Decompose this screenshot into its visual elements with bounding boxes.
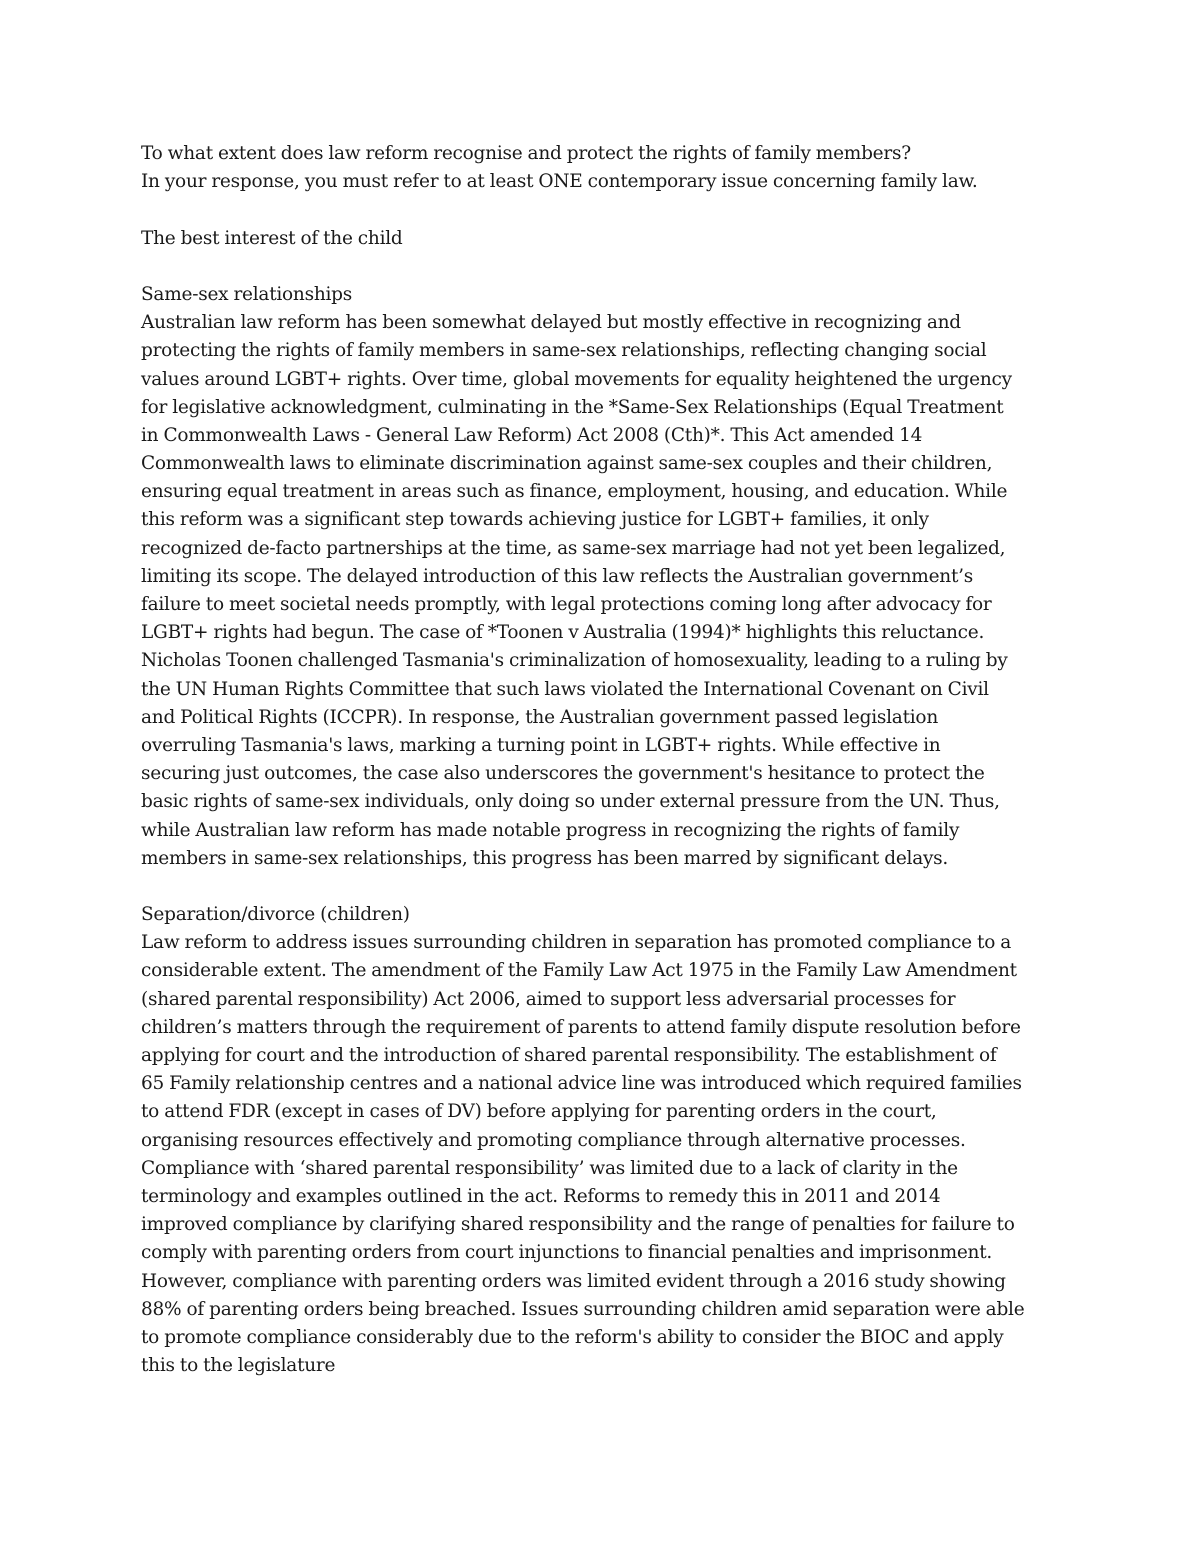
paragraph-line: considerable extent. The amendment of the Family Law Act 1975 in the Family Law Amendment bbox=[141, 960, 1017, 982]
paragraph-line: LGBT+ rights had begun. The case of *Toonen v Australia (1994)* highlights this reluctance. bbox=[141, 622, 985, 644]
paragraph-line: comply with parenting orders from court injunctions to financial penalties and imprisonment. bbox=[141, 1242, 993, 1264]
paragraph-line: for legislative acknowledgment, culminating in the *Same-Sex Relationships (Equal Treatment bbox=[141, 396, 1004, 418]
paragraph-line: (shared parental responsibility) Act 2006, aimed to support less adversarial processes for bbox=[141, 988, 956, 1010]
paragraph-line: limiting its scope. The delayed introduction of this law reflects the Australian government’s bbox=[141, 565, 974, 587]
paragraph-line: Compliance with ‘shared parental responsibility’ was limited due to a lack of clarity in the bbox=[141, 1157, 958, 1179]
paragraph-line: the UN Human Rights Committee that such laws violated the International Covenant on Civil bbox=[141, 678, 989, 700]
paragraph-line: recognized de-facto partnerships at the time, as same-sex marriage had not yet been legalized, bbox=[141, 537, 1006, 559]
blank-line bbox=[141, 196, 1071, 224]
paragraph-line: failure to meet societal needs promptly, with legal protections coming long after advocacy for bbox=[141, 594, 992, 615]
paragraph-line: Nicholas Toonen challenged Tasmania's criminalization of homosexuality, leading to a ruling by bbox=[141, 650, 1008, 672]
paragraph-line: in Commonwealth Laws - General Law Reform) Act 2008 (Cth)*. This Act amended 14 bbox=[141, 424, 923, 446]
paragraph-line: to attend FDR (except in cases of DV) before applying for parenting orders in the court, bbox=[141, 1101, 937, 1123]
paragraph-line: securing just outcomes, the case also underscores the government's hesitance to protect the bbox=[141, 763, 985, 785]
paragraph-line: ensuring equal treatment in areas such as finance, employment, housing, and education. While bbox=[141, 481, 1008, 503]
paragraph-line: Law reform to address issues surrounding children in separation has promoted compliance to a bbox=[141, 932, 1011, 954]
paragraph-line: protecting the rights of family members in same-sex relationships, reflecting changing social bbox=[141, 340, 987, 362]
paragraph-line: Commonwealth laws to eliminate discrimination against same-sex couples and their children, bbox=[141, 453, 993, 475]
question-line-1: To what extent does law reform recognise and protect the rights of family members? bbox=[141, 143, 911, 164]
blank-line bbox=[141, 253, 1071, 281]
document-body bbox=[141, 140, 1071, 1380]
question-line-2: In your response, you must refer to at least ONE contemporary issue concerning family law. bbox=[141, 171, 978, 193]
paragraph-line: while Australian law reform has made notable progress in recognizing the rights of family bbox=[141, 819, 960, 841]
paragraph-line: organising resources effectively and promoting compliance through alternative processes. bbox=[141, 1129, 966, 1151]
paragraph-line: this reform was a significant step towards achieving justice for LGBT+ families, it only bbox=[141, 509, 929, 531]
paragraph-line: to promote compliance considerably due to the reform's ability to consider the BIOC and apply bbox=[141, 1326, 1004, 1348]
paragraph-line: 65 Family relationship centres and a national advice line was introduced which required families bbox=[141, 1073, 1022, 1095]
paragraph-line: improved compliance by clarifying shared responsibility and the range of penalties for failure to bbox=[141, 1214, 1015, 1236]
paragraph-line: this to the legislature bbox=[141, 1355, 336, 1377]
paragraph-line: members in same-sex relationships, this progress has been marred by significant delays. bbox=[141, 847, 949, 869]
paragraph-line: Australian law reform has been somewhat delayed but mostly effective in recognizing and bbox=[141, 312, 961, 334]
paragraph-line: However, compliance with parenting orders was limited evident through a 2016 study showing bbox=[141, 1270, 1006, 1292]
paragraph-line: children’s matters through the requirement of parents to attend family dispute resolution before bbox=[141, 1016, 1021, 1038]
paragraph-line: 88% of parenting orders being breached. Issues surrounding children amid separation were able bbox=[141, 1298, 1025, 1320]
paragraph-line: values around LGBT+ rights. Over time, global movements for equality heightened the urgency bbox=[141, 368, 1012, 390]
paragraph-line: applying for court and the introduction of shared parental responsibility. The establishment of bbox=[141, 1045, 997, 1066]
section-heading-same-sex: Same-sex relationships bbox=[141, 283, 353, 305]
paragraph-separation bbox=[141, 929, 1071, 1380]
blank-line bbox=[141, 873, 1071, 901]
section-heading-separation: Separation/divorce (children) bbox=[141, 904, 410, 926]
paragraph-line: basic rights of same-sex individuals, only doing so under external pressure from the UN. Thus, bbox=[141, 791, 1000, 813]
subheading: The best interest of the child bbox=[141, 227, 403, 249]
paragraph-same-sex bbox=[141, 309, 1071, 873]
paragraph-line: terminology and examples outlined in the act. Reforms to remedy this in 2011 and 2014 bbox=[141, 1185, 941, 1207]
paragraph-line: overruling Tasmania's laws, marking a turning point in LGBT+ rights. While effective in bbox=[141, 734, 941, 756]
paragraph-line: and Political Rights (ICCPR). In response, the Australian government passed legislation bbox=[141, 706, 938, 728]
